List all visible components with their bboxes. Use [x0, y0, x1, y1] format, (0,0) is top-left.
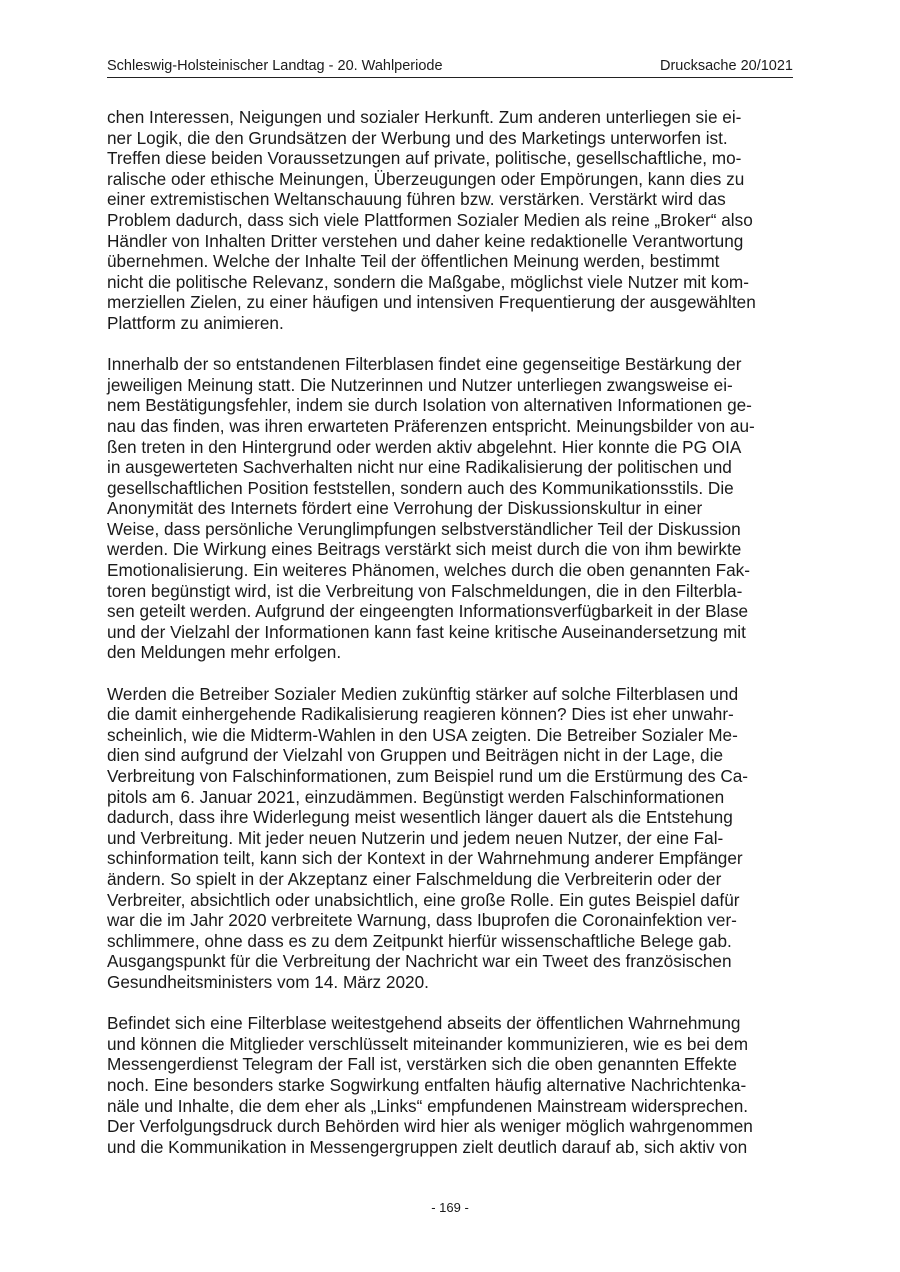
text-line: ner Logik, die den Grundsätzen der Werbung und des Marketings unterworfen ist. — [107, 127, 728, 148]
text-line: und Verbreitung. Mit jeder neuen Nutzerin und jedem neuen Nutzer, der eine Fal- — [107, 827, 724, 848]
text-line: Problem dadurch, dass sich viele Plattformen Sozialer Medien als reine „Broker“ also — [107, 209, 753, 230]
text-line: Messengerdienst Telegram der Fall ist, verstärken sich die oben genannten Effekte — [107, 1054, 737, 1075]
text-line: nau das finden, was ihren erwarteten Präferenzen entspricht. Meinungsbilder von au- — [107, 415, 755, 436]
paragraph-gap — [107, 334, 797, 355]
text-line: Befindet sich eine Filterblase weitestgehend abseits der öffentlichen Wahrnehmung — [107, 1013, 741, 1034]
text-line: Händler von Inhalten Dritter verstehen und daher keine redaktionelle Verantwortung — [107, 230, 744, 251]
paragraph — [107, 107, 797, 334]
text-line: den Meldungen mehr erfolgen. — [107, 642, 342, 663]
text-line: näle und Inhalte, die dem eher als „Links“ empfundenen Mainstream widersprechen. — [107, 1095, 749, 1116]
text-line: übernehmen. Welche der Inhalte Teil der öffentlichen Meinung werden, bestimmt — [107, 251, 720, 272]
text-line: noch. Eine besonders starke Sogwirkung entfalten häufig alternative Nachrichtenka- — [107, 1074, 747, 1095]
text-line: nicht die politische Relevanz, sondern die Maßgabe, möglichst viele Nutzer mit kom- — [107, 271, 749, 292]
text-line: schlimmere, ohne dass es zu dem Zeitpunkt hierfür wissenschaftliche Belege gab. — [107, 930, 732, 951]
text-line: chen Interessen, Neigungen und sozialer Herkunft. Zum anderen unterliegen sie ei- — [107, 107, 742, 127]
paragraph — [107, 354, 797, 663]
paragraph-gap — [107, 663, 797, 684]
text-line: und der Vielzahl der Informationen kann fast keine kritische Auseinandersetzung mit — [107, 621, 746, 642]
text-line: die damit einhergehende Radikalisierung reagieren können? Dies ist eher unwahr- — [107, 704, 734, 725]
page-number: - 169 - — [431, 1200, 469, 1215]
text-line: scheinlich, wie die Midterm-Wahlen in den USA zeigten. Die Betreiber Sozialer Me- — [107, 724, 738, 745]
text-line: Plattform zu animieren. — [107, 312, 284, 333]
text-line: pitols am 6. Januar 2021, einzudämmen. Begünstigt werden Falschinformationen — [107, 786, 725, 807]
text-line: Weise, dass persönliche Verunglimpfungen selbstverständlicher Teil der Diskussion — [107, 518, 741, 539]
text-line: Verbreiter, absichtlich oder unabsichtlich, eine große Rolle. Ein gutes Beispiel dafür — [107, 889, 740, 910]
text-line: merziellen Zielen, zu einer häufigen und intensiven Frequentierung der ausgewählten — [107, 292, 756, 313]
header-title: Schleswig-Holsteinischer Landtag - 20. Wahlperiode — [107, 58, 443, 74]
text-line: toren begünstigt wird, ist die Verbreitung von Falschmeldungen, die in den Filterbla- — [107, 580, 743, 601]
text-line: und die Kommunikation in Messengergruppen zielt deutlich darauf ab, sich aktiv von — [107, 1136, 748, 1157]
text-line: in ausgewerteten Sachverhalten nicht nur eine Radikalisierung der politischen und — [107, 457, 732, 478]
paragraph — [107, 1013, 797, 1157]
text-line: ändern. So spielt in der Akzeptanz einer Falschmeldung die Verbreiterin oder der — [107, 868, 722, 889]
page-header — [107, 55, 793, 78]
text-line: Emotionalisierung. Ein weiteres Phänomen, welches durch die oben genannten Fak- — [107, 560, 751, 581]
text-line: und können die Mitglieder verschlüsselt miteinander kommunizieren, wie es bei dem — [107, 1033, 749, 1054]
text-line: sen geteilt werden. Aufgrund der eingeengten Informationsverfügbarkeit in der Blase — [107, 601, 749, 622]
document-number: Drucksache 20/1021 — [660, 58, 793, 74]
text-line: Gesundheitsministers vom 14. März 2020. — [107, 971, 429, 992]
text-line: Verbreitung von Falschinformationen, zum Beispiel rund um die Erstürmung des Ca- — [107, 766, 749, 786]
paragraph-gap — [107, 993, 797, 1014]
text-line: ralische oder ethische Meinungen, Überzeugungen oder Empörungen, kann dies zu — [107, 168, 745, 189]
text-line: werden. Die Wirkung eines Beitrags verstärkt sich meist durch die von ihm bewirkte — [107, 539, 742, 560]
text-line: Anonymität des Internets fördert eine Verrohung der Diskussionskultur in einer — [107, 498, 703, 519]
text-line: nem Bestätigungsfehler, indem sie durch Isolation von alternativen Informationen ge- — [107, 395, 752, 416]
text-line: Der Verfolgungsdruck durch Behörden wird hier als weniger möglich wahrgenommen — [107, 1116, 753, 1137]
body-text — [107, 107, 797, 1157]
text-line: schinformation teilt, kann sich der Kontext in der Wahrnehmung anderer Empfänger — [107, 848, 743, 869]
text-line: jeweiligen Meinung statt. Die Nutzerinnen und Nutzer unterliegen zwangsweise ei- — [107, 374, 733, 395]
page-footer — [0, 1200, 900, 1216]
text-line: dadurch, dass ihre Widerlegung meist wesentlich länger dauert als die Entstehung — [107, 807, 733, 828]
text-line: war die im Jahr 2020 verbreitete Warnung, dass Ibuprofen die Coronainfektion ver- — [107, 910, 737, 931]
paragraph — [107, 684, 797, 993]
text-line: gesellschaftlichen Position feststellen, sondern auch des Kommunikationsstils. Die — [107, 477, 734, 498]
text-line: Innerhalb der so entstandenen Filterblasen findet eine gegenseitige Bestärkung der — [107, 354, 742, 375]
text-line: einer extremistischen Weltanschauung führen bzw. verstärken. Verstärkt wird das — [107, 189, 726, 210]
text-line: Ausgangspunkt für die Verbreitung der Nachricht war ein Tweet des französischen — [107, 951, 732, 972]
text-line: dien sind aufgrund der Vielzahl von Gruppen und Beiträgen nicht in der Lage, die — [107, 745, 723, 766]
text-line: ßen treten in den Hintergrund oder werden aktiv abgelehnt. Hier konnte die PG OIA — [107, 436, 742, 457]
text-line: Werden die Betreiber Sozialer Medien zukünftig stärker auf solche Filterblasen und — [107, 683, 739, 704]
text-line: Treffen diese beiden Voraussetzungen auf private, politische, gesellschaftliche, mo- — [107, 148, 742, 169]
